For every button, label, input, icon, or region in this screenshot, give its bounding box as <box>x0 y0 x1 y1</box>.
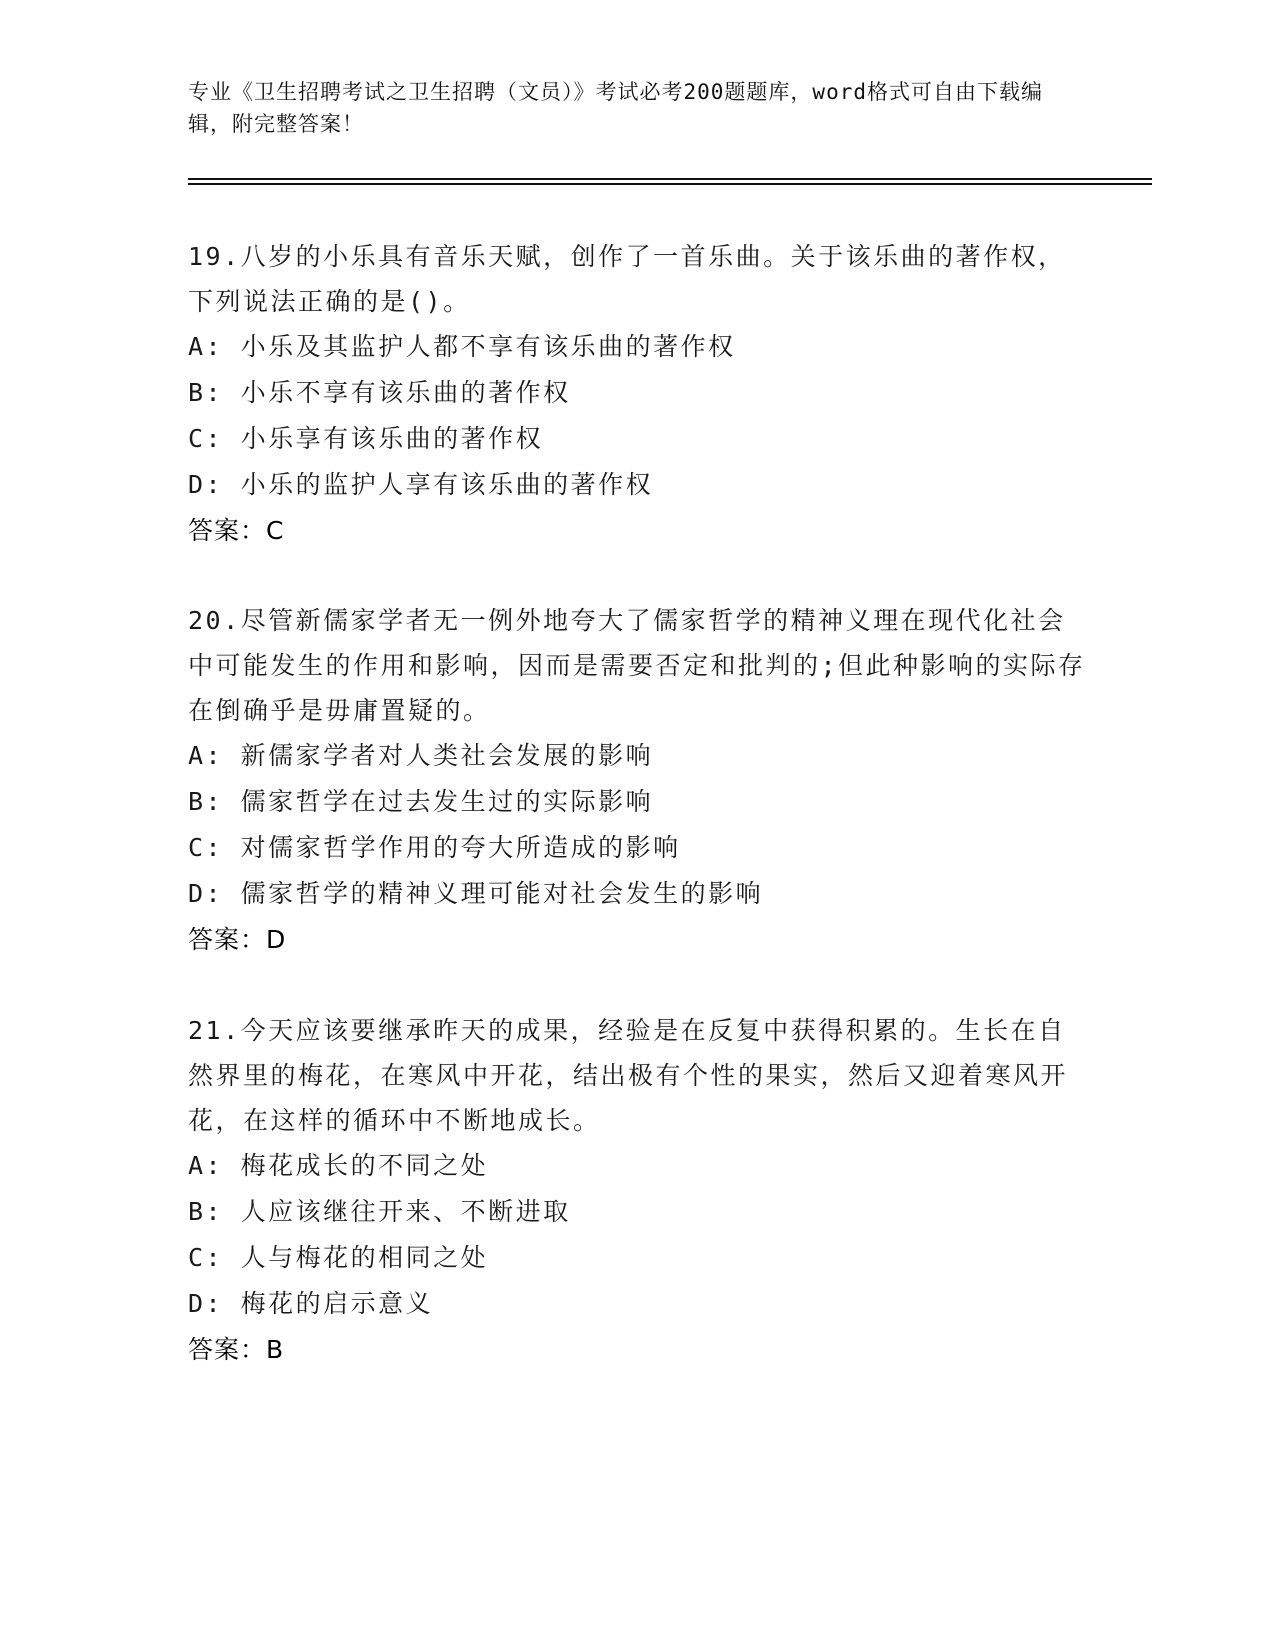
option-d: D: 儒家哲学的精神义理可能对社会发生的影响 <box>188 879 764 908</box>
question-20 <box>188 598 1088 963</box>
option-b: B: 儒家哲学在过去发生过的实际影响 <box>188 787 654 816</box>
document-header: 专业《卫生招聘考试之卫生招聘（文员）》考试必考200题题库，word格式可自由下载编辑，附完整答案！ <box>188 80 1043 136</box>
question-stem: 20.尽管新儒家学者无一例外地夸大了儒家哲学的精神义理在现代化社会中可能发生的作用和影响，因而是需要否定和批判的;但此种影响的实际存在倒确乎是毋庸置疑的。 <box>188 606 1086 725</box>
option-c: C: 小乐享有该乐曲的著作权 <box>188 424 544 453</box>
option-a: A: 新儒家学者对人类社会发展的影响 <box>188 741 654 770</box>
answer-line: 答案：D <box>188 925 287 954</box>
option-c: C: 人与梅花的相同之处 <box>188 1243 489 1272</box>
answer-line: 答案：C <box>188 516 285 545</box>
question-stem: 19.八岁的小乐具有音乐天赋，创作了一首乐曲。关于该乐曲的著作权，下列说法正确的是()。 <box>188 242 1066 316</box>
question-stem: 21.今天应该要继承昨天的成果，经验是在反复中获得积累的。生长在自然界里的梅花，在寒风中开花，结出极有个性的果实，然后又迎着寒风开花，在这样的循环中不断地成长。 <box>188 1016 1069 1135</box>
option-d: D: 小乐的监护人享有该乐曲的著作权 <box>188 470 654 499</box>
option-c: C: 对儒家哲学作用的夸大所造成的影响 <box>188 833 681 862</box>
option-a: A: 梅花成长的不同之处 <box>188 1151 489 1180</box>
option-b: B: 人应该继往开来、不断进取 <box>188 1197 571 1226</box>
question-19 <box>188 234 1088 554</box>
option-d: D: 梅花的启示意义 <box>188 1289 434 1318</box>
question-21 <box>188 1008 1088 1373</box>
header-divider-top <box>188 178 1152 180</box>
answer-line: 答案：B <box>188 1335 285 1364</box>
option-a: A: 小乐及其监护人都不享有该乐曲的著作权 <box>188 332 736 361</box>
header-divider-bottom <box>188 183 1152 185</box>
option-b: B: 小乐不享有该乐曲的著作权 <box>188 378 571 407</box>
